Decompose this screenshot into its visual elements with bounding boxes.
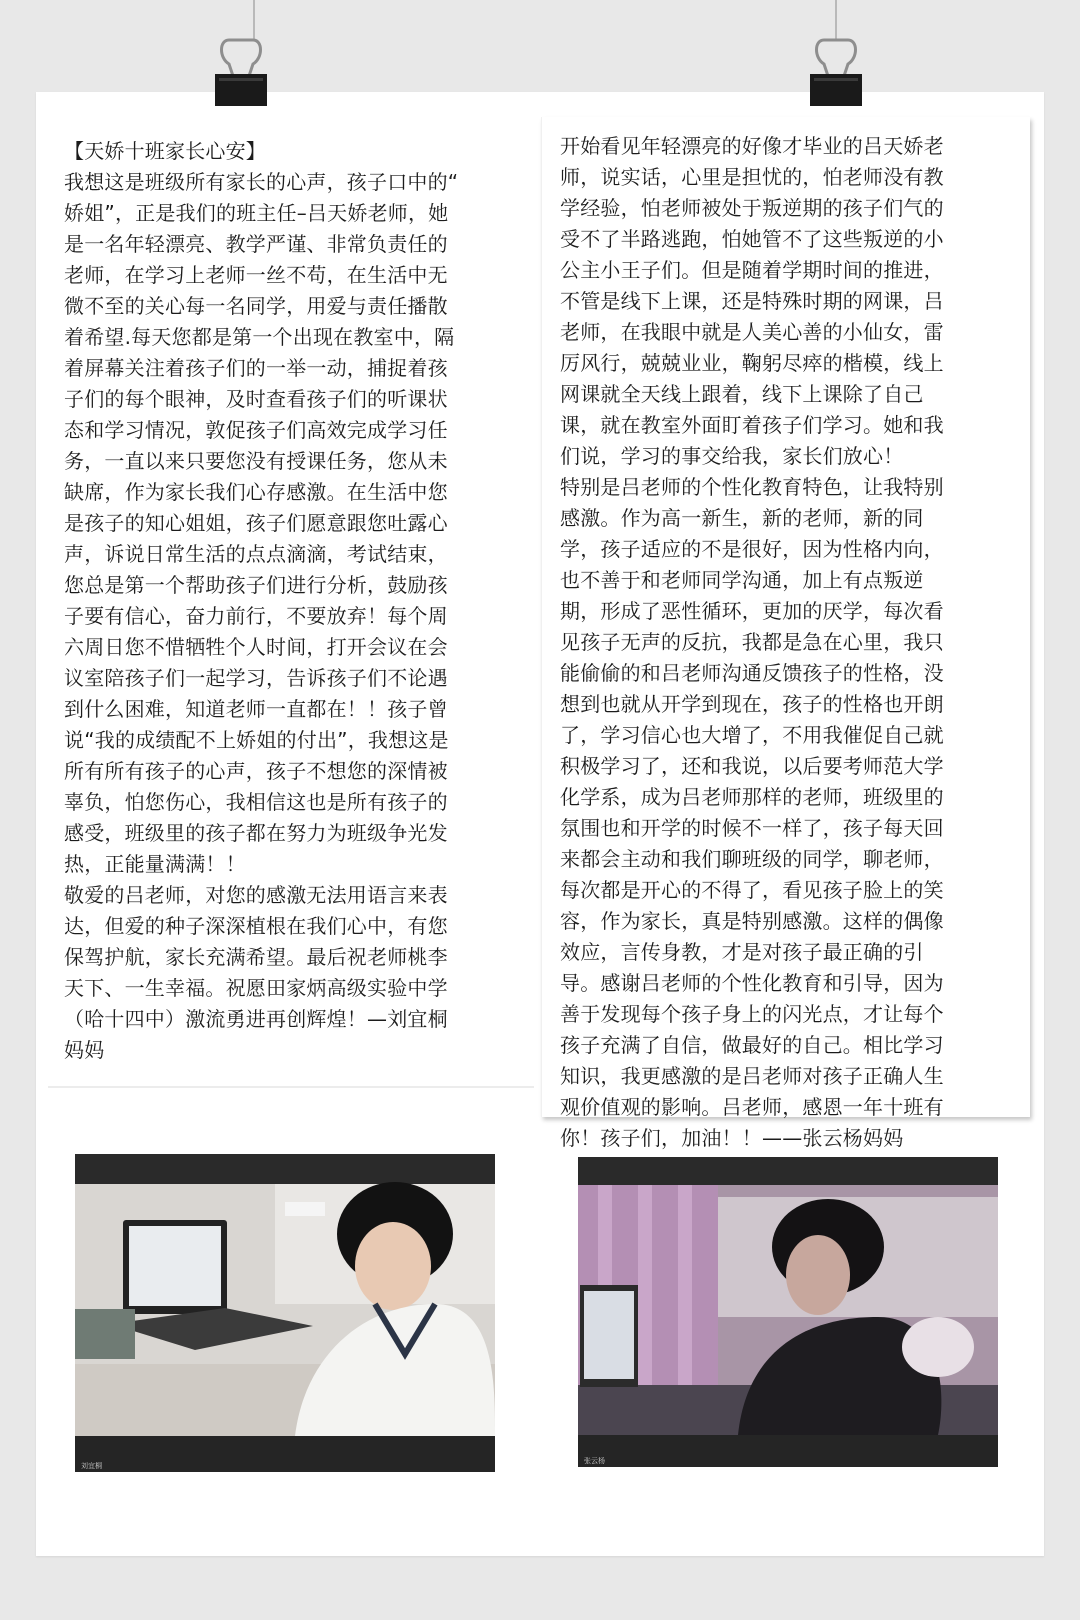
left-column-line: 保驾护航，家长充满希望。最后祝老师桃李 <box>64 945 448 969</box>
left-column-line: 热，正能量满满！！ <box>64 852 246 876</box>
right-column-line: 孩子充满了自信，做最好的自己。相比学习 <box>560 1033 944 1057</box>
left-column-line: 子要有信心，奋力前行，不要放弃！每个周 <box>64 604 448 628</box>
right-column-line: 厉风行，兢兢业业，鞠躬尽瘁的楷模，线上 <box>560 351 944 375</box>
right-column-line: 课，就在教室外面盯着孩子们学习。她和我 <box>560 413 944 437</box>
left-column-line: 到什么困难，知道老师一直都在！！孩子曾 <box>64 697 448 721</box>
left-column-line: 微不至的关心每一名同学，用爱与责任播散 <box>64 294 448 318</box>
right-column-line: 师，说实话，心里是担忧的，怕老师没有教 <box>560 165 944 189</box>
binder-clip-left-icon <box>211 36 271 108</box>
left-column-line: 着希望.每天您都是第一个出现在教室中，隔 <box>64 325 455 349</box>
hanging-wire-left <box>253 0 255 40</box>
right-column-line: 们说，学习的事交给我，家长们放心！ <box>560 444 904 468</box>
right-column-line: 想到也就从开学到现在，孩子的性格也开朗 <box>560 692 944 716</box>
right-column-line: 化学系，成为吕老师那样的老师，班级里的 <box>560 785 944 809</box>
right-column-line: 感激。作为高一新生，新的老师，新的同 <box>560 506 924 530</box>
right-column-line: 网课就全天线上跟着，线下上课除了自己 <box>560 382 924 406</box>
left-column-line: 态和学习情况，敦促孩子们高效完成学习任 <box>64 418 448 442</box>
left-column-line: 我想这是班级所有家长的心声，孩子口中的“ <box>64 170 459 194</box>
left-column-line: 声，诉说日常生活的点点滴滴，考试结束， <box>64 542 448 566</box>
right-column-line: 观价值观的影响。吕老师，感恩一年十班有 <box>560 1095 944 1119</box>
hanging-wire-right <box>835 0 837 40</box>
left-column-line: 【天娇十班家长心安】 <box>64 139 266 163</box>
left-column-line: 务，一直以来只要您没有授课任务，您从未 <box>64 449 448 473</box>
letter-right-text <box>560 131 1020 1154</box>
photo-student-laptop-right <box>578 1157 998 1467</box>
right-column-line: 期，形成了恶性循环，更加的厌学，每次看 <box>560 599 944 623</box>
right-column-line: 知识，我更感激的是吕老师对孩子正确人生 <box>560 1064 944 1088</box>
left-column-line: 议室陪孩子们一起学习，告诉孩子们不论遇 <box>64 666 448 690</box>
right-column-line: 开始看见年轻漂亮的好像才毕业的吕天娇老 <box>560 134 944 158</box>
right-column-line: 容，作为家长，真是特别感激。这样的偶像 <box>560 909 944 933</box>
right-column-line: 每次都是开心的不得了，看见孩子脸上的笑 <box>560 878 944 902</box>
right-column-line: 来都会主动和我们聊班级的同学，聊老师， <box>560 847 944 871</box>
right-column-line: 能偷偷的和吕老师沟通反馈孩子的性格，没 <box>560 661 944 685</box>
left-column-line: 天下、一生幸福。祝愿田家炳高级实验中学 <box>64 976 448 1000</box>
left-column-line: 您总是第一个帮助孩子们进行分析，鼓励孩 <box>64 573 448 597</box>
left-column-line: 辜负，怕您伤心，我相信这也是所有孩子的 <box>64 790 448 814</box>
left-column-line: 老师，在学习上老师一丝不苟，在生活中无 <box>64 263 448 287</box>
left-column-line: 妈妈 <box>64 1038 105 1062</box>
photo-left-caption: 刘宜桐 <box>81 1462 102 1470</box>
left-column-line: 娇姐”，正是我们的班主任–吕天娇老师，她 <box>64 201 449 225</box>
binder-clip-right-icon <box>806 36 866 108</box>
right-column-line: 也不善于和老师同学沟通，加上有点叛逆 <box>560 568 924 592</box>
right-column-line: 效应，言传身教，才是对孩子最正确的引 <box>560 940 924 964</box>
right-column-line: 氛围也和开学的时候不一样了，孩子每天回 <box>560 816 944 840</box>
photo-right-caption: 张云杨 <box>584 1457 605 1465</box>
left-column-line: 着屏幕关注着孩子们的一举一动，捕捉着孩 <box>64 356 448 380</box>
right-column-line: 学经验，怕老师被处于叛逆期的孩子们气的 <box>560 196 944 220</box>
left-column-line: 说“我的成绩配不上娇姐的付出”，我想这是 <box>64 728 449 752</box>
left-column-line: 六周日您不惜牺牲个人时间，打开会议在会 <box>64 635 448 659</box>
left-column-line: 子们的每个眼神，及时查看孩子们的听课状 <box>64 387 448 411</box>
right-column-line: 老师，在我眼中就是人美心善的小仙女，雷 <box>560 320 944 344</box>
left-column-line: 缺席，作为家长我们心存感激。在生活中您 <box>64 480 448 504</box>
right-column-line: 积极学习了，还和我说，以后要考师范大学 <box>560 754 944 778</box>
right-column-line: 导。感谢吕老师的个性化教育和引导，因为 <box>560 971 944 995</box>
left-column-line: 是孩子的知心姐姐，孩子们愿意跟您吐露心 <box>64 511 448 535</box>
right-column-line: 学，孩子适应的不是很好，因为性格内向， <box>560 537 944 561</box>
left-column-line: 敬爱的吕老师，对您的感激无法用语言来表 <box>64 883 448 907</box>
right-column-line: 了，学习信心也大增了，不用我催促自己就 <box>560 723 944 747</box>
left-column-line: 所有所有孩子的心声，孩子不想您的深情被 <box>64 759 448 783</box>
left-column-line: 是一名年轻漂亮、教学严谨、非常负责任的 <box>64 232 448 256</box>
right-column-line: 你！孩子们，加油！！——张云杨妈妈 <box>560 1126 904 1150</box>
right-column-line: 见孩子无声的反抗，我都是急在心里，我只 <box>560 630 944 654</box>
right-column-line: 公主小王子们。但是随着学期时间的推进， <box>560 258 944 282</box>
right-column-line: 特别是吕老师的个性化教育特色，让我特别 <box>560 475 944 499</box>
right-column-line: 善于发现每个孩子身上的闪光点，才让每个 <box>560 1002 944 1026</box>
letter-left-text <box>64 136 534 1066</box>
right-column-line: 受不了半路逃跑，怕她管不了这些叛逆的小 <box>560 227 944 251</box>
left-column-line: 感受，班级里的孩子都在努力为班级争光发 <box>64 821 448 845</box>
left-column-line: （哈十四中）激流勇进再创辉煌！—刘宜桐 <box>64 1007 448 1031</box>
right-column-line: 不管是线下上课，还是特殊时期的网课，吕 <box>560 289 944 313</box>
photo-student-laptop-left <box>75 1154 495 1472</box>
left-column-line: 达，但爱的种子深深植根在我们心中，有您 <box>64 914 448 938</box>
left-column-divider <box>48 1086 534 1088</box>
